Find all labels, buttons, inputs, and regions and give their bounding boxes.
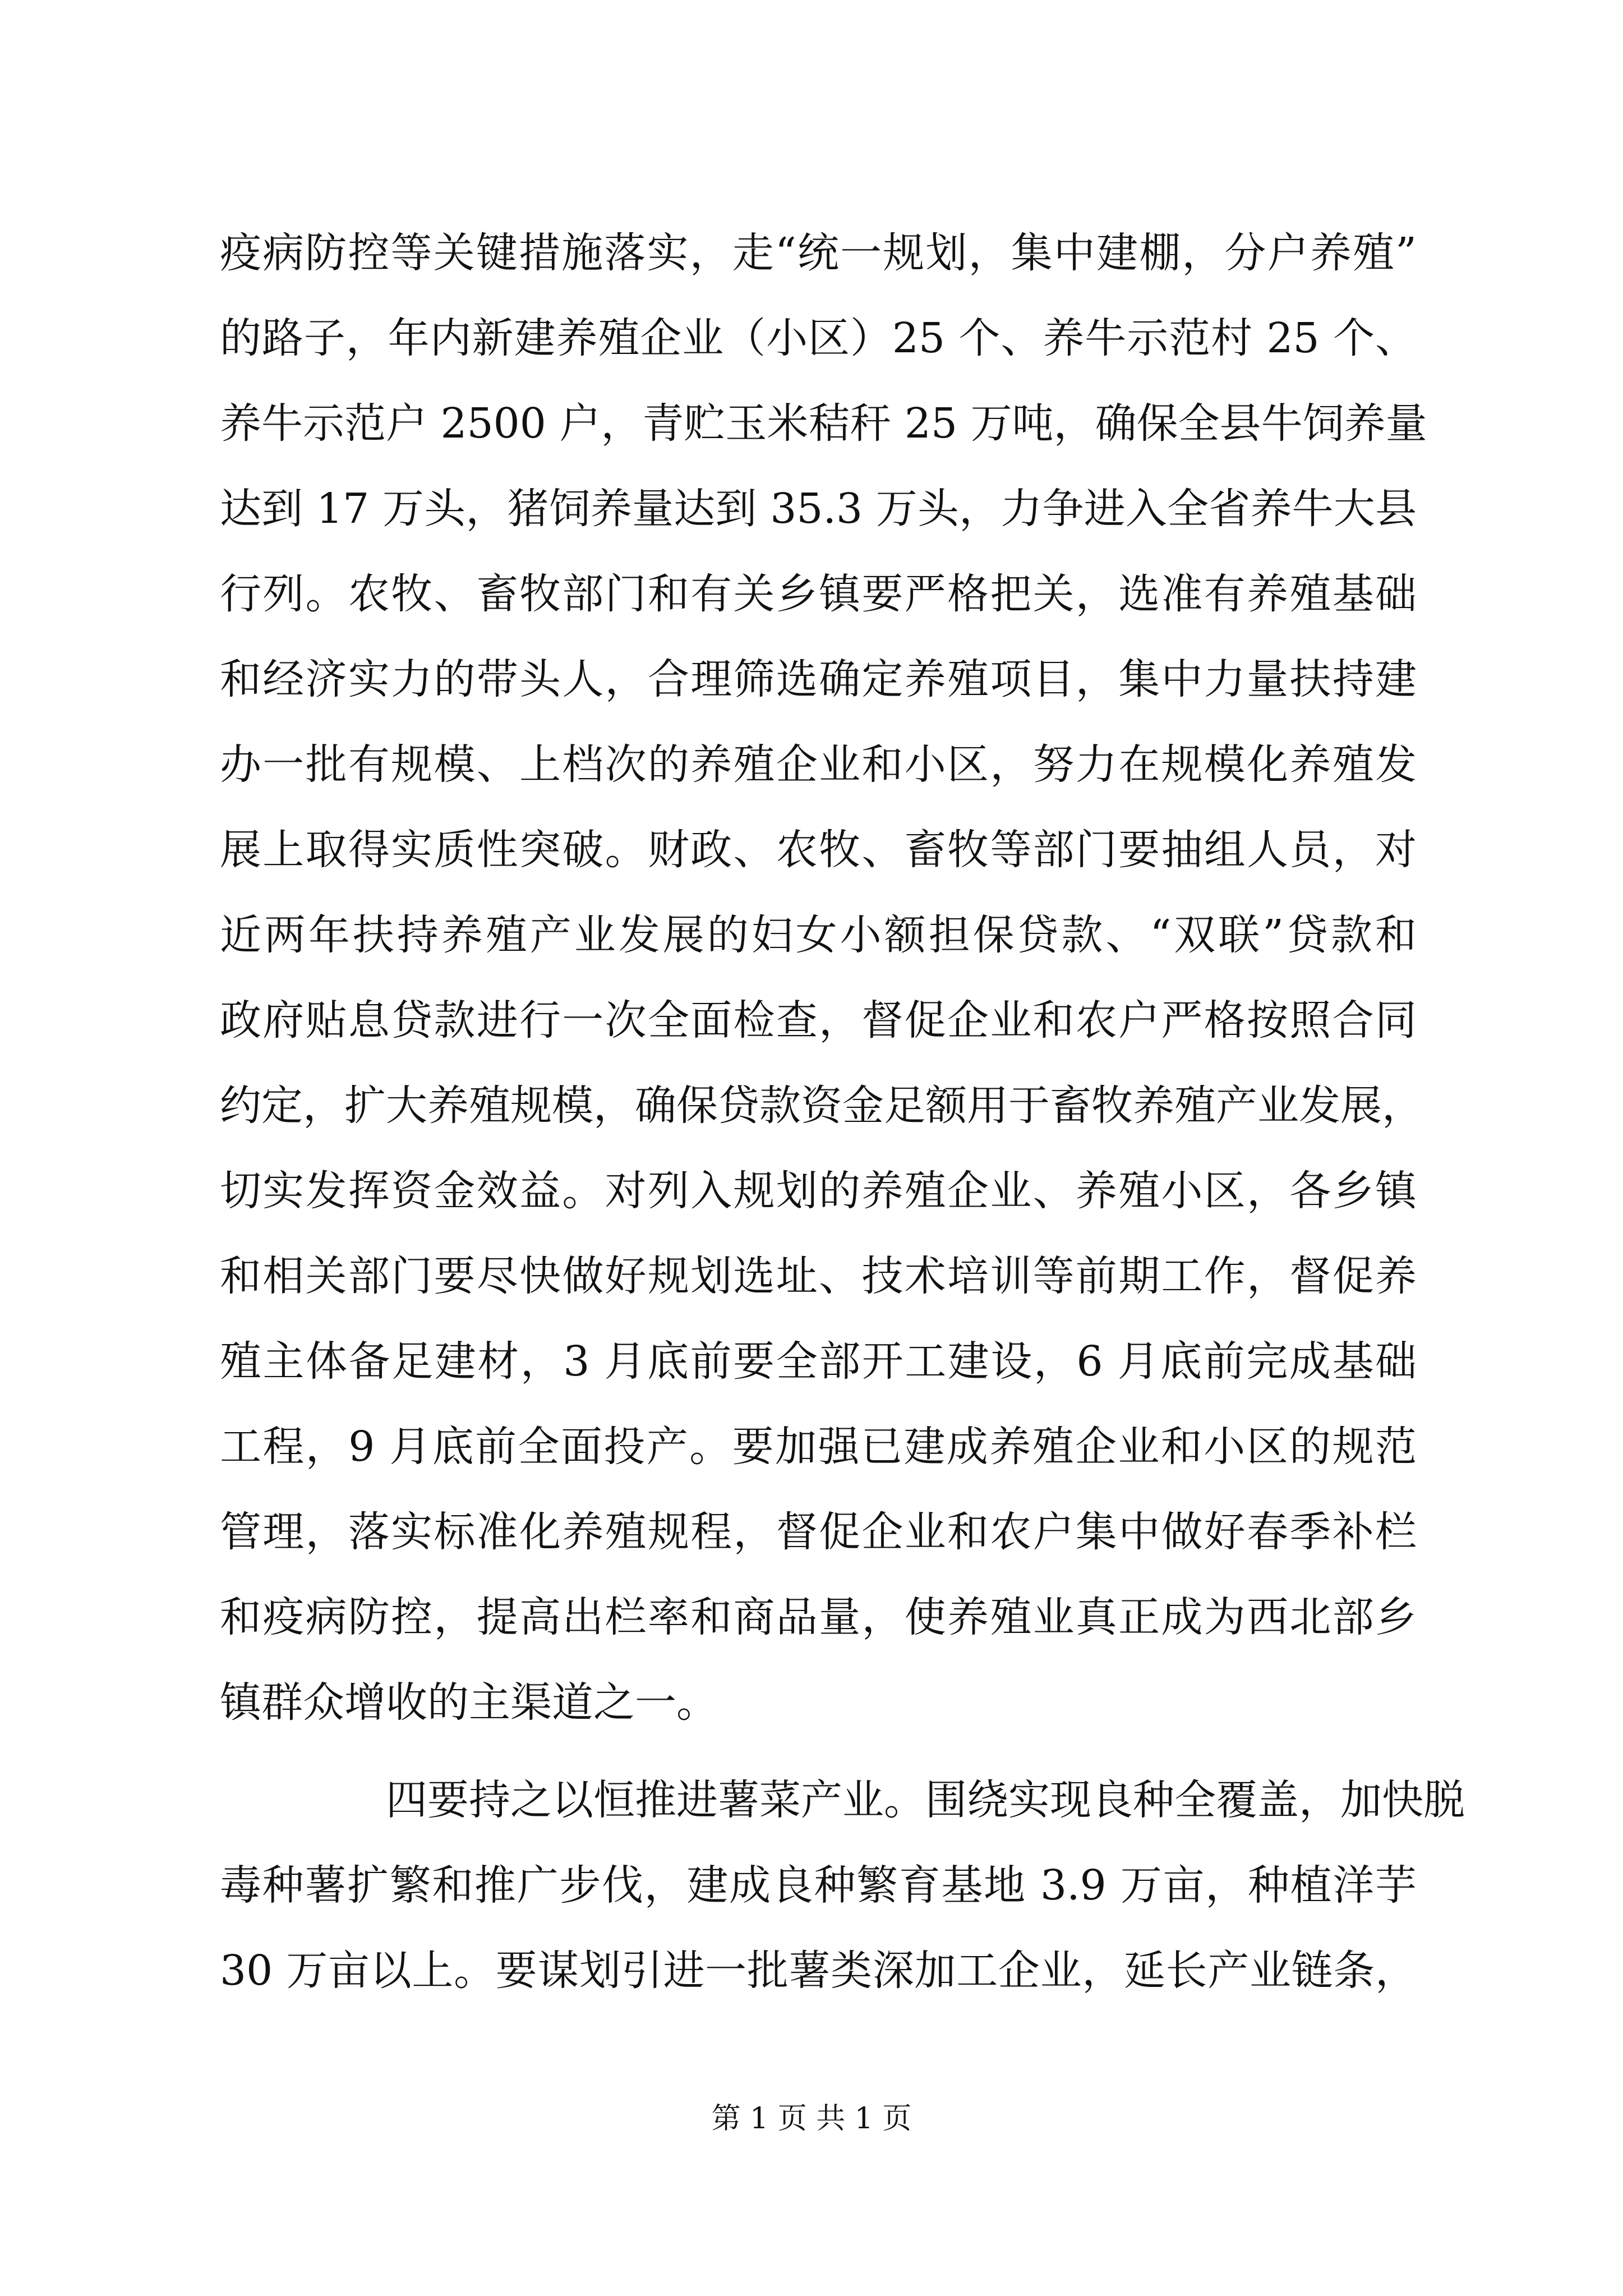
text-line: 和疫病防控，提高出栏率和商品量，使养殖业真正成为西北部乡 [220, 1593, 1417, 1641]
paragraph-gap [220, 1745, 1417, 1757]
text-line: 约定，扩大养殖规模，确保贷款资金足额用于畜牧养殖产业发展， [220, 1082, 1423, 1130]
text-line: 近两年扶持养殖产业发展的妇女小额担保贷款、“双联”贷款和 [220, 911, 1417, 959]
text-line: 办一批有规模、上档次的养殖企业和小区，努力在规模化养殖发 [220, 740, 1417, 789]
text-line: 行列。农牧、畜牧部门和有关乡镇要严格把关，选准有养殖基础 [220, 570, 1417, 618]
text-line: 切实发挥资金效益。对列入规划的养殖企业、养殖小区，各乡镇 [220, 1167, 1417, 1215]
page-number-footer: 第 1 页 共 1 页 [711, 2102, 912, 2136]
text-line: 管理，落实标准化养殖规程，督促企业和农户集中做好春季补栏 [220, 1508, 1417, 1556]
text-line: 疫病防控等关键措施落实，走“统一规划，集中建棚，分户养殖” [220, 229, 1417, 277]
text-line: 的路子，年内新建养殖企业（小区）25 个、养牛示范村 25 个、 [220, 314, 1417, 362]
paragraph-livestock [220, 210, 1427, 1745]
text-line: 政府贴息贷款进行一次全面检查，督促企业和农户严格按照合同 [220, 996, 1417, 1045]
text-line: 镇群众增收的主渠道之一。 [220, 1678, 718, 1727]
text-line: 30 万亩以上。要谋划引进一批薯类深加工企业，延长产业链条， [220, 1947, 1417, 1995]
document-body [220, 210, 1465, 2013]
text-line: 养牛示范户 2500 户，青贮玉米秸秆 25 万吨，确保全县牛饲养量 [220, 399, 1427, 448]
text-line: 四要持之以恒推进薯菜产业。围绕实现良种全覆盖，加快脱 [386, 1776, 1465, 1824]
text-line: 和相关部门要尽快做好规划选址、技术培训等前期工作，督促养 [220, 1252, 1417, 1300]
text-line: 毒种薯扩繁和推广步伐，建成良种繁育基地 3.9 万亩，种植洋芋 [220, 1861, 1417, 1910]
text-line: 和经济实力的带头人，合理筛选确定养殖项目，集中力量扶持建 [220, 655, 1417, 703]
text-line: 展上取得实质性突破。财政、农牧、畜牧等部门要抽组人员，对 [220, 826, 1417, 874]
paragraph-potato-vegetable [220, 1757, 1465, 2013]
text-line: 殖主体备足建材，3 月底前要全部开工建设，6 月底前完成基础 [220, 1337, 1417, 1386]
text-line: 达到 17 万头，猪饲养量达到 35.3 万头，力争进入全省养牛大县 [220, 485, 1417, 533]
text-line: 工程，9 月底前全面投产。要加强已建成养殖企业和小区的规范 [220, 1423, 1417, 1471]
